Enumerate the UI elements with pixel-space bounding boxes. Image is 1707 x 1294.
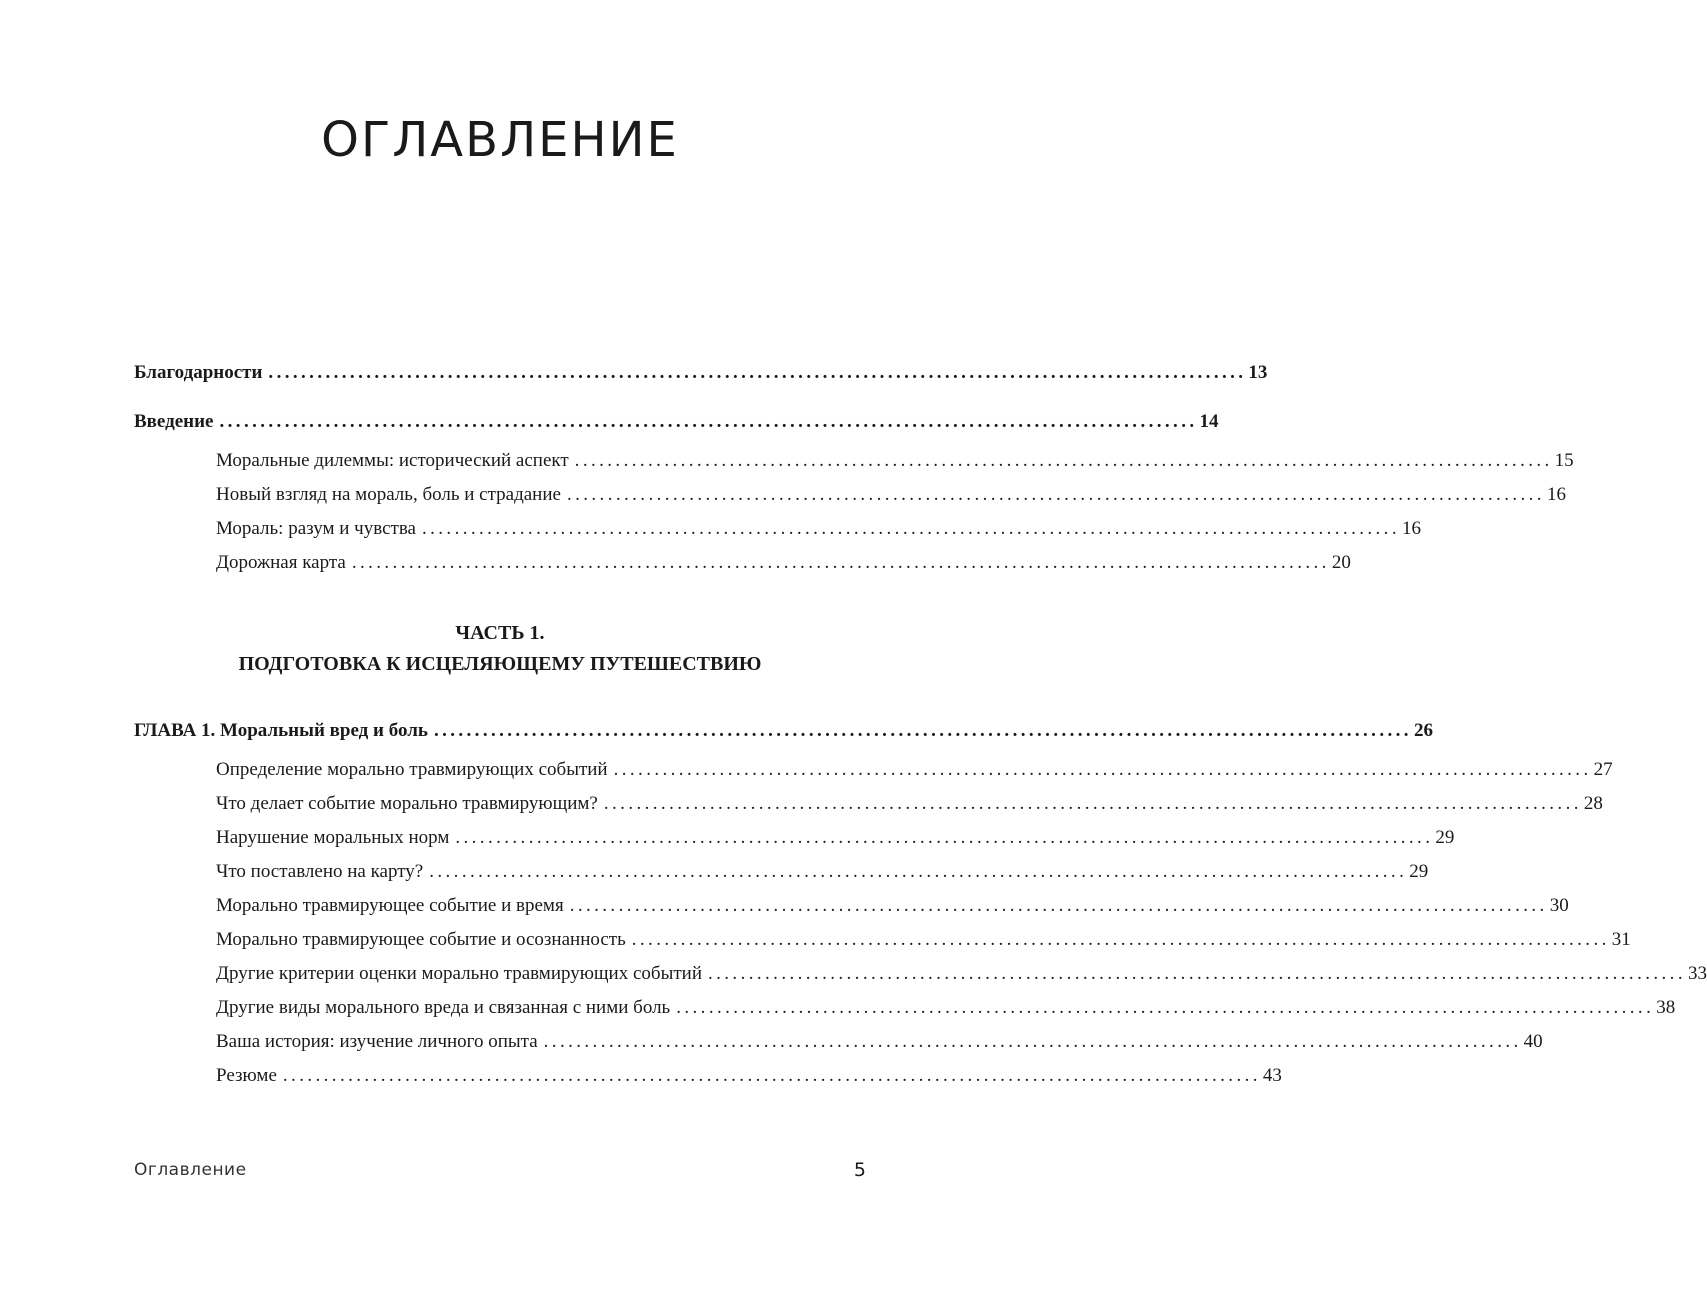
toc-entry-title: Определение морально травмирующих событий [216, 759, 608, 780]
leader-dots: ........................................................................................................................ [282, 1065, 1261, 1086]
toc-entry-section[interactable] [216, 1061, 1282, 1091]
leader-dots: ........................................................................................................................ [543, 1031, 1522, 1052]
page-title: ОГЛАВЛЕНИЕ [321, 112, 679, 168]
toc-entry-section[interactable] [216, 446, 1574, 476]
toc-entry-page: 20 [1331, 552, 1351, 573]
toc-entry-section[interactable] [216, 789, 1603, 819]
leader-dots: ........................................................................................................................ [574, 450, 1553, 471]
toc-entry-section[interactable] [216, 548, 1351, 578]
toc-entry-introduction[interactable] [134, 407, 1219, 437]
toc-entry-page: 28 [1583, 793, 1603, 814]
leader-dots: ........................................................................................................................ [219, 411, 1198, 432]
toc-entry-title: Нарушение моральных норм [216, 827, 450, 848]
part-number: ЧАСТЬ 1. [455, 622, 545, 644]
toc-entry-title: Благодарности [134, 362, 263, 383]
toc-entry-chapter-1[interactable] [134, 716, 1433, 746]
toc-entry-title: Мораль: разум и чувства [216, 518, 416, 539]
leader-dots: ........................................................................................................................ [569, 895, 1548, 916]
footer-page-number: 5 [853, 1159, 866, 1181]
toc-entry-title: Моральные дилеммы: исторический аспект [216, 450, 569, 471]
toc-entry-page: 38 [1656, 997, 1676, 1018]
toc-entry-section[interactable] [216, 993, 1676, 1023]
leader-dots: ........................................................................................................................ [421, 518, 1400, 539]
toc-entry-title: ГЛАВА 1. Моральный вред и боль [134, 720, 428, 741]
toc-entry-title: Что делает событие морально травмирующим? [216, 793, 598, 814]
toc-entry-section[interactable] [216, 959, 1707, 989]
toc-entry-page: 14 [1199, 411, 1219, 432]
leader-dots: ........................................................................................................................ [676, 997, 1655, 1018]
leader-dots: ........................................................................................................................ [603, 793, 1582, 814]
toc-entry-title: Морально травмирующее событие и осознанность [216, 929, 626, 950]
toc-entry-title: Новый взгляд на мораль, боль и страдание [216, 484, 561, 505]
leader-dots: ........................................................................................................................ [631, 929, 1610, 950]
toc-entry-page: 15 [1554, 450, 1574, 471]
toc-entry-page: 27 [1593, 759, 1613, 780]
leader-dots: ........................................................................................................................ [429, 861, 1408, 882]
leader-dots: ........................................................................................................................ [455, 827, 1434, 848]
toc-entry-section[interactable] [216, 925, 1631, 955]
leader-dots: ........................................................................................................................ [566, 484, 1545, 505]
toc-entry-page: 30 [1549, 895, 1569, 916]
toc-entry-title: Другие критерии оценки морально травмирующих событий [216, 963, 702, 984]
toc-entry-page: 43 [1262, 1065, 1282, 1086]
toc-entry-page: 16 [1401, 518, 1421, 539]
toc-entry-title: Морально травмирующее событие и время [216, 895, 564, 916]
toc-entry-page: 29 [1409, 861, 1429, 882]
toc-entry-title: Другие виды морального вреда и связанная с ними боль [216, 997, 671, 1018]
leader-dots: ........................................................................................................................ [268, 362, 1247, 383]
toc-entry-section[interactable] [216, 823, 1455, 853]
toc-entry-section[interactable] [216, 1027, 1543, 1057]
toc-entry-title: Что поставлено на карту? [216, 861, 424, 882]
toc-entry-title: Введение [134, 411, 214, 432]
toc-entry-page: 16 [1546, 484, 1566, 505]
toc-entry-title: Дорожная карта [216, 552, 346, 573]
leader-dots: ........................................................................................................................ [351, 552, 1330, 573]
leader-dots: ........................................................................................................................ [613, 759, 1592, 780]
part-heading [0, 618, 1000, 680]
leader-dots: ........................................................................................................................ [707, 963, 1686, 984]
toc-entry-section[interactable] [216, 891, 1569, 921]
toc-entry-page: 29 [1435, 827, 1455, 848]
toc-entry-title: Резюме [216, 1065, 277, 1086]
toc-entry-page: 26 [1413, 720, 1433, 741]
toc-entry-acknowledgements[interactable] [134, 358, 1268, 388]
footer-section-title: Оглавление [134, 1160, 247, 1180]
toc-entry-page: 31 [1611, 929, 1631, 950]
toc-entry-page: 13 [1248, 362, 1268, 383]
toc-entry-section[interactable] [216, 514, 1421, 544]
toc-entry-section[interactable] [216, 857, 1429, 887]
toc-entry-section[interactable] [216, 480, 1566, 510]
leader-dots: ........................................................................................................................ [433, 720, 1412, 741]
toc-entry-page: 40 [1523, 1031, 1543, 1052]
part-title: ПОДГОТОВКА К ИСЦЕЛЯЮЩЕМУ ПУТЕШЕСТВИЮ [238, 653, 762, 675]
toc-entry-title: Ваша история: изучение личного опыта [216, 1031, 538, 1052]
toc-entry-section[interactable] [216, 755, 1613, 785]
toc-entry-page: 33 [1687, 963, 1707, 984]
